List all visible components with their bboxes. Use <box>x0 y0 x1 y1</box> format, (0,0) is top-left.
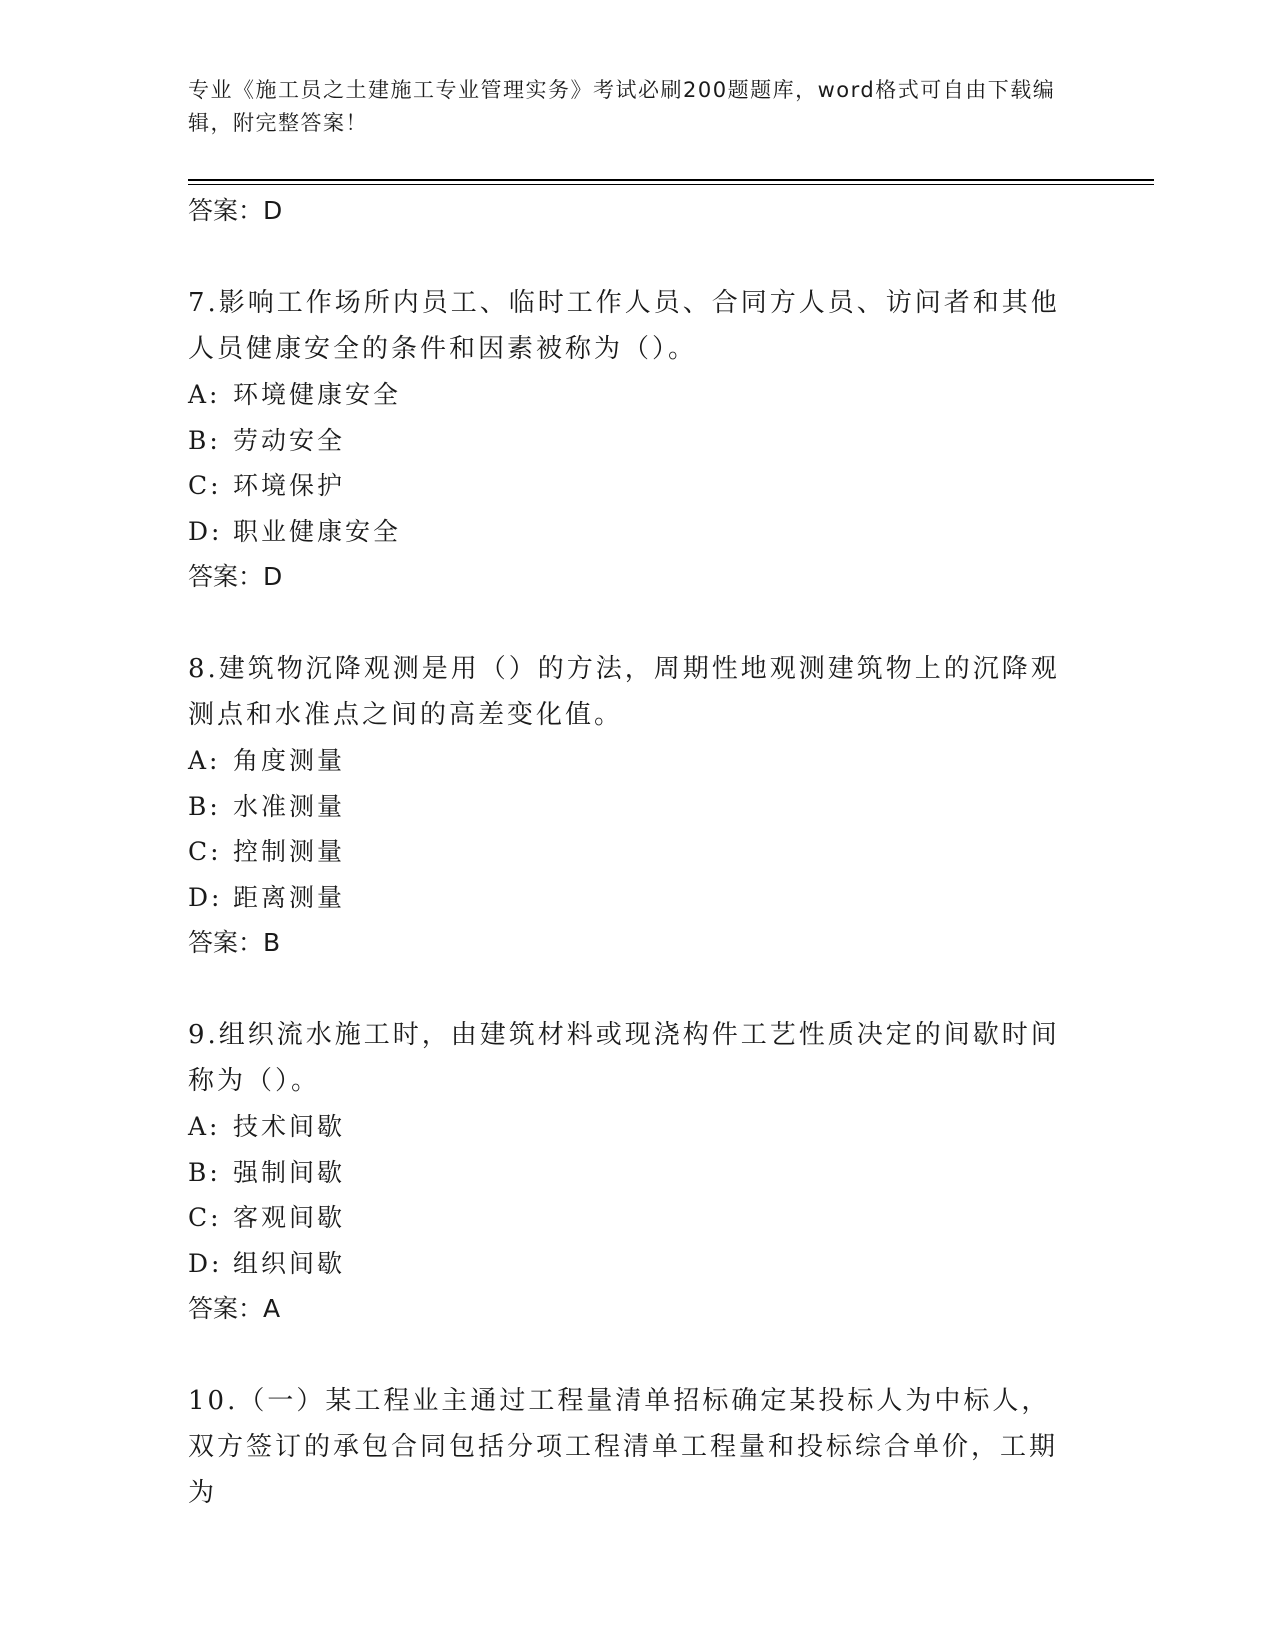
option-text: 角度测量 <box>233 746 346 775</box>
option-letter: C: <box>188 471 222 500</box>
question-stem: 10.（一）某工程业主通过工程量清单招标确定某投标人为中标人，双方签订的承包合同包括分项工程清单工程量和投标综合单价，工期为 <box>188 1386 1059 1508</box>
option-letter: B: <box>188 1157 221 1187</box>
option-text: 组织间歇 <box>233 1248 346 1278</box>
option-letter: B: <box>188 791 221 821</box>
option-letter: D: <box>188 1248 223 1278</box>
option-letter: D: <box>188 882 223 912</box>
option-text: 职业健康安全 <box>233 516 402 546</box>
option-b <box>188 784 1078 830</box>
option-b <box>188 1150 1078 1196</box>
answer-line: 答案：D <box>188 196 283 225</box>
question-8 <box>188 646 1078 966</box>
option-letter: A: <box>188 380 221 409</box>
option-text: 环境保护 <box>233 471 346 500</box>
answer-line: 答案：A <box>188 1294 281 1323</box>
option-a <box>188 1104 1078 1150</box>
option-letter: D: <box>188 516 223 546</box>
question-7 <box>188 280 1078 600</box>
option-text: 强制间歇 <box>233 1157 346 1187</box>
option-text: 水准测量 <box>233 791 346 821</box>
option-letter: C: <box>188 837 222 866</box>
option-letter: A: <box>188 1112 221 1141</box>
option-letter: B: <box>188 425 221 455</box>
option-d <box>188 509 1078 555</box>
option-c <box>188 1195 1078 1241</box>
option-letter: C: <box>188 1203 222 1232</box>
answer-line: 答案：B <box>188 928 281 957</box>
option-c <box>188 463 1078 509</box>
option-letter: A: <box>188 746 221 775</box>
option-c <box>188 829 1078 875</box>
header-text: 专业《施工员之土建施工专业管理实务》考试必刷200题题库，word格式可自由下载编辑，附完整答案！ <box>188 78 1056 135</box>
option-d <box>188 875 1078 921</box>
option-d <box>188 1241 1078 1287</box>
question-stem: 7.影响工作场所内员工、临时工作人员、合同方人员、访问者和其他人员健康安全的条件和因素被称为（）。 <box>188 288 1060 364</box>
option-text: 距离测量 <box>233 882 346 912</box>
option-text: 劳动安全 <box>233 425 346 455</box>
header-divider <box>188 179 1154 185</box>
question-9 <box>188 1012 1078 1332</box>
option-a <box>188 372 1078 418</box>
option-b <box>188 418 1078 464</box>
question-10 <box>188 1378 1078 1516</box>
page-header <box>188 74 1068 140</box>
option-a <box>188 738 1078 784</box>
question-stem: 8.建筑物沉降观测是用（）的方法，周期性地观测建筑物上的沉降观测点和水准点之间的高差变化值。 <box>188 654 1060 730</box>
answer-line: 答案：D <box>188 562 283 591</box>
question-stem: 9.组织流水施工时，由建筑材料或现浇构件工艺性质决定的间歇时间称为（）。 <box>188 1020 1060 1096</box>
option-text: 技术间歇 <box>233 1112 346 1141</box>
option-text: 控制测量 <box>233 837 346 866</box>
option-text: 环境健康安全 <box>233 380 402 409</box>
document-body <box>188 188 1078 1516</box>
option-text: 客观间歇 <box>233 1203 346 1232</box>
